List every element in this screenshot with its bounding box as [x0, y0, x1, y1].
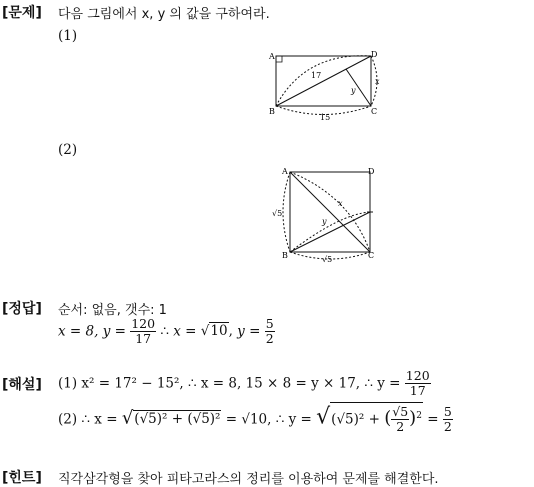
fig2-label-bottom: √5	[322, 255, 333, 264]
diagonal-ac	[290, 172, 370, 252]
fig1-label-d: D	[371, 50, 378, 59]
explanation-final-fraction: $\frac{5}{2}$	[443, 404, 452, 435]
explanation-line2: (2) ∴ x = √(√5)² + (√5)² = √10, ∴ y = √(√5)² + ( $\frac{√5}{2}$ )$^2$ = $\frac{5}{2}$	[58, 404, 452, 435]
fig2-label-a: A	[282, 167, 288, 176]
figure-2-square-diagram	[270, 162, 382, 266]
answer-line1: 순서: 없음, 갯수: 1	[58, 303, 167, 318]
fig2-label-d: D	[368, 167, 375, 176]
answer-y-eq: y =	[102, 323, 126, 340]
answer-y-fraction: $\frac{120}{17}$	[131, 316, 156, 347]
hint-text: 직각삼각형을 찾아 피타고라스의 정리를 이용하여 문제를 해결한다.	[58, 472, 439, 487]
answer-label: [정답]	[2, 301, 42, 317]
answer-line2: x = 8, y = $\frac{120}{17}$ ∴ x = √10, y = $\frac{5}{2}$	[58, 316, 274, 347]
explanation-label: [해설]	[2, 377, 42, 393]
problem-label: [문제]	[2, 5, 42, 21]
hint-label: [힌트]	[2, 470, 42, 486]
segment-y	[290, 212, 370, 252]
fig1-label-a: A	[269, 52, 275, 61]
perpendicular-from-c	[346, 69, 371, 106]
answer-x-eq: x = 8,	[58, 323, 99, 340]
fig2-label-c: C	[368, 251, 375, 260]
fig1-label-x: x	[375, 77, 380, 86]
fig2-label-y: y	[322, 217, 327, 226]
fig2-label-side: √5	[272, 209, 283, 218]
fig1-label-b: B	[269, 107, 275, 116]
diagonal-bd	[276, 56, 371, 106]
part1-label: (1)	[58, 28, 78, 44]
part2-label: (2)	[58, 142, 78, 158]
fig1-label-15: 15	[320, 113, 331, 122]
fig1-label-17: 17	[311, 71, 322, 80]
explanation-line1: (1) x² = 17² − 15², ∴ x = 8, 15 × 8 = y × 17, ∴ y = $\frac{120}{17}$	[58, 368, 430, 399]
answer-y2-fraction: $\frac{5}{2}$	[265, 316, 274, 347]
explanation-y-fraction: $\frac{120}{17}$	[405, 368, 430, 399]
brace-left	[283, 172, 290, 252]
problem-text: 다음 그림에서 x, y 의 값을 구하여라.	[58, 7, 270, 22]
fig2-label-x: x	[338, 199, 343, 208]
fig1-label-c: C	[371, 107, 378, 116]
fig2-label-b: B	[282, 251, 288, 260]
fig1-label-y: y	[351, 86, 356, 95]
figure-1-rectangle-diagram	[265, 48, 385, 126]
